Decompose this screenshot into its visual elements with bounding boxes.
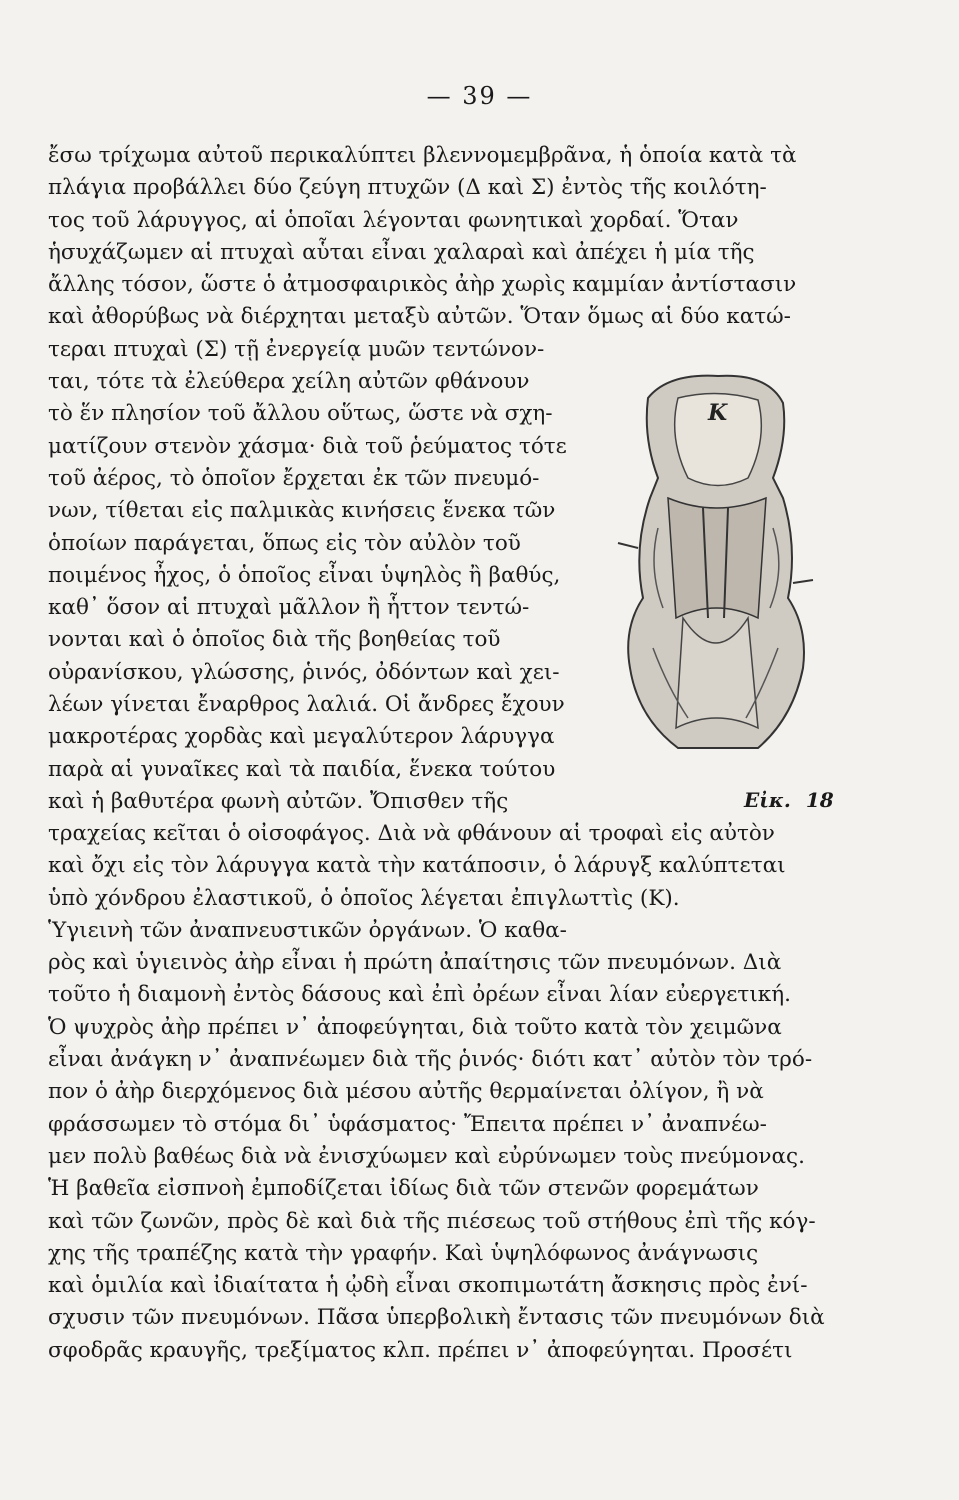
text-line: μεν πολὺ βαθέως διὰ νὰ ἐνισχύωμεν καὶ εὐρύνωμεν τοὺς πνεύμονας.	[48, 1143, 805, 1169]
page-number: — 39 —	[426, 82, 533, 110]
text-line: τραχείας κεῖται ὁ οἰσοφάγος. Διὰ νὰ φθάνουν αἱ τροφαὶ εἰς αὐτὸν	[48, 821, 775, 846]
text-line: τὸ ἕν πλησίον τοῦ ἄλλου οὕτως, ὥστε νὰ σχη-	[48, 401, 553, 427]
larynx-illustration	[608, 368, 823, 758]
caption-prefix: Εἰκ.	[744, 788, 791, 812]
text-line: εἶναι ἀνάγκη ν᾽ ἀναπνέωμεν διὰ τῆς ῥινός· διότι κατ᾽ αὐτὸν τὸν τρό-	[48, 1047, 813, 1073]
bottom-paragraph	[48, 818, 848, 1367]
text-line: καὶ ἡ βαθυτέρα φωνὴ αὐτῶν. Ὄπισθεν τῆς	[48, 788, 509, 814]
text-line: ὑπὸ χόνδρου ἐλαστικοῦ, ὁ ὁποῖος λέγεται ἐπιγλωττὶς (Κ).	[48, 885, 680, 911]
text-line: οὐρανίσκου, γλώσσης, ῥινός, ὀδόντων καὶ χει-	[48, 659, 560, 685]
text-line: Ἡ βαθεῖα εἰσπνοὴ ἐμποδίζεται ἰδίως διὰ τῶν στενῶν φορεμάτων	[48, 1176, 759, 1202]
text-line: ται, τότε τὰ ἐλεύθερα χείλη αὐτῶν φθάνουν	[48, 369, 530, 395]
text-line: ἄλλης τόσον, ὥστε ὁ ἀτμοσφαιρικὸς ἀὴρ χωρὶς καμμίαν ἀντίστασιν	[48, 272, 797, 298]
text-line: παρὰ αἱ γυναῖκες καὶ τὰ παιδία, ἕνεκα τούτου	[48, 756, 556, 782]
text-line: τοῦ ἀέρος, τὸ ὁποῖον ἔρχεται ἐκ τῶν πνευμό-	[48, 465, 540, 491]
text-line: σφοδρᾶς κραυγῆς, τρεξίματος κλπ. πρέπει ν᾽ ἀποφεύγηται. Προσέτι	[48, 1337, 793, 1363]
text-line: ἡσυχάζωμεν αἱ πτυχαὶ αὗται εἶναι χαλαραὶ καὶ ἀπέχει ἡ μία τῆς	[48, 239, 755, 265]
text-line: ρὸς καὶ ὑγιεινὸς ἀὴρ εἶναι ἡ πρώτη ἀπαίτησις τῶν πνευμόνων. Διὰ	[48, 950, 782, 976]
text-line: μακροτέρας χορδὰς καὶ μεγαλύτερον λάρυγγα	[48, 724, 555, 750]
text-line: τοῦτο ἡ διαμονὴ ἐντὸς δάσους καὶ ἐπὶ ὀρέων εἶναι λίαν εὐεργετική.	[48, 982, 791, 1008]
text-line: τεραι πτυχαὶ (Σ) τῇ ἐνεργείᾳ μυῶν τεντώνον-	[48, 336, 545, 362]
text-line: καθ᾽ ὅσον αἱ πτυχαὶ μᾶλλον ἢ ἧττον τεντώ-	[48, 595, 530, 621]
text-line: ποιμένος ἦχος, ὁ ὁποῖος εἶναι ὑψηλὸς ἢ βαθύς,	[48, 562, 561, 588]
text-line: Ὁ ψυχρὸς ἀὴρ πρέπει ν᾽ ἀποφεύγηται, διὰ τοῦτο κατὰ τὸν χειμῶνα	[48, 1014, 782, 1040]
text-line: ματίζουν στενὸν χάσμα· διὰ τοῦ ῥεύματος τότε	[48, 433, 567, 459]
text-line: πλάγια προβάλλει δύο ζεύγη πτυχῶν (Δ καὶ Σ) ἐντὸς τῆς κοιλότη-	[48, 175, 767, 201]
text-line: λέων γίνεται ἔναρθρος λαλιά. Οἱ ἄνδρες ἔχουν	[48, 692, 565, 718]
figure-caption	[744, 788, 834, 812]
text-line: καὶ ὁμιλία καὶ ἰδιαίτατα ἡ ᾠδὴ εἶναι σκοπιμωτάτη ἄσκησις πρὸς ἐνί-	[48, 1273, 808, 1299]
figure-label-k: K	[708, 400, 728, 426]
text-line: τος τοῦ λάρυγγος, αἱ ὁποῖαι λέγονται φωνητικαὶ χορδαί. Ὅταν	[48, 207, 739, 233]
text-line: καὶ ἀθορύβως νὰ διέρχηται μεταξὺ αὐτῶν. Ὅταν ὅμως αἱ δύο κατώ-	[48, 304, 791, 330]
section-heading-line: Ὑγιεινὴ τῶν ἀναπνευστικῶν ὀργάνων. Ὁ καθα-	[48, 917, 567, 943]
text-line: νων, τίθεται εἰς παλμικὰς κινήσεις ἕνεκα τῶν	[48, 498, 556, 524]
text-line: νονται καὶ ὁ ὁποῖος διὰ τῆς βοηθείας τοῦ	[48, 627, 501, 653]
text-line: πον ὁ ἀὴρ διερχόμενος διὰ μέσου αὐτῆς θερμαίνεται ὀλίγον, ἢ νὰ	[48, 1079, 764, 1105]
text-line: καὶ ὄχι εἰς τὸν λάρυγγα κατὰ τὴν κατάποσιν, ὁ λάρυγξ καλύπτεται	[48, 853, 786, 879]
larynx-drawing	[608, 368, 823, 758]
caption-number: 18	[805, 788, 834, 812]
text-line: σχυσιν τῶν πνευμόνων. Πᾶσα ὑπερβολικὴ ἔντασις τῶν πνευμόνων διὰ	[48, 1305, 825, 1331]
text-line: ὁποίων παράγεται, ὅπως εἰς τὸν αὐλὸν τοῦ	[48, 530, 521, 556]
text-line: χης τῆς τραπέζης κατὰ τὴν γραφήν. Καὶ ὑψηλόφωνος ἀνάγνωσις	[48, 1240, 759, 1266]
text-line: φράσσωμεν τὸ στόμα δι᾽ ὑφάσματος· Ἔπειτα πρέπει ν᾽ ἀναπνέω-	[48, 1111, 767, 1137]
text-line: ἔσω τρίχωμα αὐτοῦ περικαλύπτει βλεννομεμβρᾶνα, ἡ ὁποία κατὰ τὰ	[48, 143, 797, 168]
text-line: καὶ τῶν ζωνῶν, πρὸς δὲ καὶ διὰ τῆς πιέσεως τοῦ στήθους ἐπὶ τῆς κόγ-	[48, 1208, 816, 1234]
